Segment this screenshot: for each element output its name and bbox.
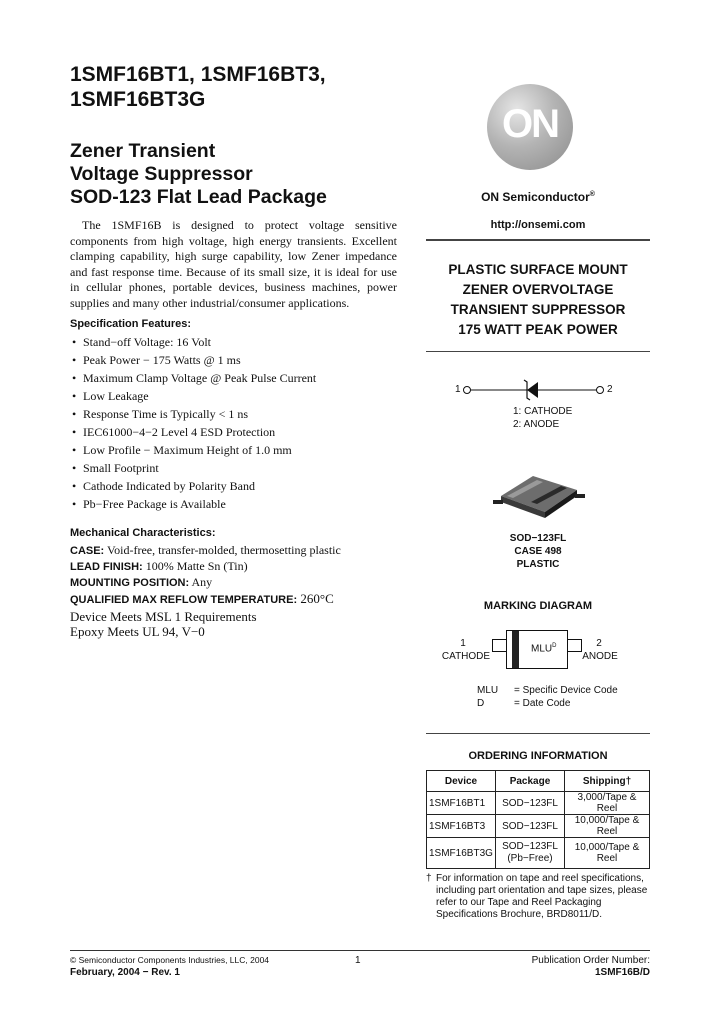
package-name: SOD−123FL	[509, 533, 567, 544]
package-cell	[496, 838, 565, 869]
list-item: • Pb−Free Package is Available	[70, 495, 316, 513]
divider	[426, 733, 650, 734]
ordering-footnote	[426, 873, 656, 921]
pin2-legend: 2: ANODE	[513, 419, 560, 430]
lead-value: 100% Matte Sn (Tin)	[142, 559, 248, 573]
package-material: PLASTIC	[516, 559, 560, 570]
epoxy-line: Epoxy Meets UL 94, V−0	[70, 624, 205, 639]
table-row	[427, 838, 650, 869]
document-subtitle	[70, 140, 327, 209]
package-cell: SOD−123FL	[496, 815, 565, 838]
lead-line	[70, 559, 341, 575]
device-cell: 1SMF16BT3G	[427, 838, 496, 869]
page-number: 1	[355, 955, 361, 966]
case-label: CASE:	[70, 545, 105, 557]
case-value: Void-free, transfer-molded, thermosetting plastic	[104, 543, 341, 557]
column-header: Device	[427, 771, 496, 792]
list-item: • Stand−off Voltage: 16 Volt	[70, 333, 316, 351]
ordering-heading: ORDERING INFORMATION	[468, 750, 608, 762]
website-link[interactable]: http://onsemi.com	[490, 219, 586, 231]
package-cell: SOD−123FL	[496, 792, 565, 815]
table-row	[427, 792, 650, 815]
list-item: • Low Leakage	[70, 387, 316, 405]
column-header: Package	[496, 771, 565, 792]
mech-characteristics	[70, 543, 341, 640]
marking-code	[531, 643, 556, 654]
package-illustration	[493, 466, 585, 524]
marking-pin1-number: 1	[460, 638, 466, 649]
marking-pin1-label: CATHODE	[441, 651, 491, 662]
package-text: SOD−123FL	[502, 841, 558, 852]
mech-heading: Mechanical Characteristics:	[70, 527, 216, 539]
publication-number: 1SMF16B/D	[594, 967, 650, 978]
subtitle-line: SOD-123 Flat Lead Package	[70, 186, 327, 208]
copyright: © Semiconductor Components Industries, LLC, 2004	[70, 955, 270, 965]
diode-symbol	[462, 378, 608, 402]
shipping-cell: 10,000/Tape & Reel	[565, 838, 650, 869]
list-item: • Peak Power − 175 Watts @ 1 ms	[70, 351, 316, 369]
list-item: • Low Profile − Maximum Height of 1.0 mm	[70, 441, 316, 459]
footer-divider	[70, 950, 650, 951]
footnote-mark: †	[426, 873, 432, 884]
reflow-label: QUALIFIED MAX REFLOW TEMPERATURE:	[70, 594, 298, 606]
divider	[426, 351, 650, 352]
subtitle-line: Voltage Suppressor	[70, 163, 253, 185]
mount-label: MOUNTING POSITION:	[70, 577, 190, 589]
column-header: Shipping†	[565, 771, 650, 792]
marking-pin2-number: 2	[596, 638, 602, 649]
marking-pin2-label: ANODE	[582, 651, 618, 662]
msl-line: Device Meets MSL 1 Requirements	[70, 608, 257, 624]
legend-code: D	[477, 698, 485, 709]
brand-name-text: ON Semiconductor	[481, 190, 590, 204]
table-header-row	[427, 771, 650, 792]
list-item: • Response Time is Typically < 1 ns	[70, 405, 316, 423]
shipping-cell: 10,000/Tape & Reel	[565, 815, 650, 838]
package-case: CASE 498	[514, 546, 562, 557]
title-line: 1SMF16BT1, 1SMF16BT3,	[70, 63, 326, 86]
legend-desc: = Date Code	[514, 698, 571, 709]
on-logo	[487, 84, 573, 170]
list-item: • Cathode Indicated by Polarity Band	[70, 477, 316, 495]
logo-text: ON	[502, 102, 558, 146]
package-note: (Pb−Free)	[507, 853, 553, 864]
revision-date: February, 2004 − Rev. 1	[70, 967, 180, 978]
lead-label: LEAD FINISH:	[70, 561, 143, 573]
pin2-number: 2	[607, 384, 613, 395]
publication-label: Publication Order Number:	[531, 955, 650, 966]
headline-line: ZENER OVERVOLTAGE	[462, 282, 614, 297]
ordering-table	[426, 770, 650, 869]
reflow-value: 260°C	[297, 591, 334, 606]
table-row	[427, 815, 650, 838]
subtitle-line: Zener Transient	[70, 140, 216, 162]
mount-line	[70, 575, 341, 591]
product-headline	[426, 260, 650, 340]
date-code-super: D	[552, 643, 557, 649]
list-item: • Small Footprint	[70, 459, 316, 477]
list-item: • Maximum Clamp Voltage @ Peak Pulse Current	[70, 369, 316, 387]
pin1-number: 1	[455, 384, 461, 395]
marking-code-text: MLU	[531, 643, 553, 655]
marking-heading: MARKING DIAGRAM	[483, 600, 593, 612]
legend-desc: = Specific Device Code	[514, 685, 618, 696]
shipping-cell: 3,000/Tape & Reel	[565, 792, 650, 815]
reflow-line	[70, 591, 341, 609]
intro-paragraph: The 1SMF16B is designed to protect voltage sensitive components from high voltage, high energy transients. Excellent clamping capability, high surge capability, low Zener impedance and fast response time. Because of its small size, it is ideal for use in cellular phones, portable devices, business machines, power supplies and many other industrial/consumer applications.	[70, 218, 397, 310]
device-cell: 1SMF16BT3	[427, 815, 496, 838]
list-item: • IEC61000−4−2 Level 4 ESD Protection	[70, 423, 316, 441]
registered-mark: ®	[589, 191, 595, 198]
spec-heading: Specification Features:	[70, 318, 192, 330]
document-title	[70, 62, 326, 112]
divider	[426, 239, 650, 241]
headline-line: 175 WATT PEAK POWER	[458, 322, 618, 337]
legend-code: MLU	[477, 685, 499, 696]
spec-features-list	[70, 333, 316, 513]
case-line	[70, 543, 341, 559]
pin1-legend: 1: CATHODE	[513, 406, 573, 417]
footnote-text: For information on tape and reel specifications, including part orientation and tape sizes, please refer to our Tape and Reel Packaging Specifications Brochure, BRD8011/D.	[436, 873, 648, 920]
mount-value: Any	[189, 575, 213, 589]
headline-line: TRANSIENT SUPPRESSOR	[450, 302, 626, 317]
device-cell: 1SMF16BT1	[427, 792, 496, 815]
headline-line: PLASTIC SURFACE MOUNT	[448, 262, 628, 277]
brand-name	[426, 190, 650, 204]
title-line: 1SMF16BT3G	[70, 88, 206, 111]
